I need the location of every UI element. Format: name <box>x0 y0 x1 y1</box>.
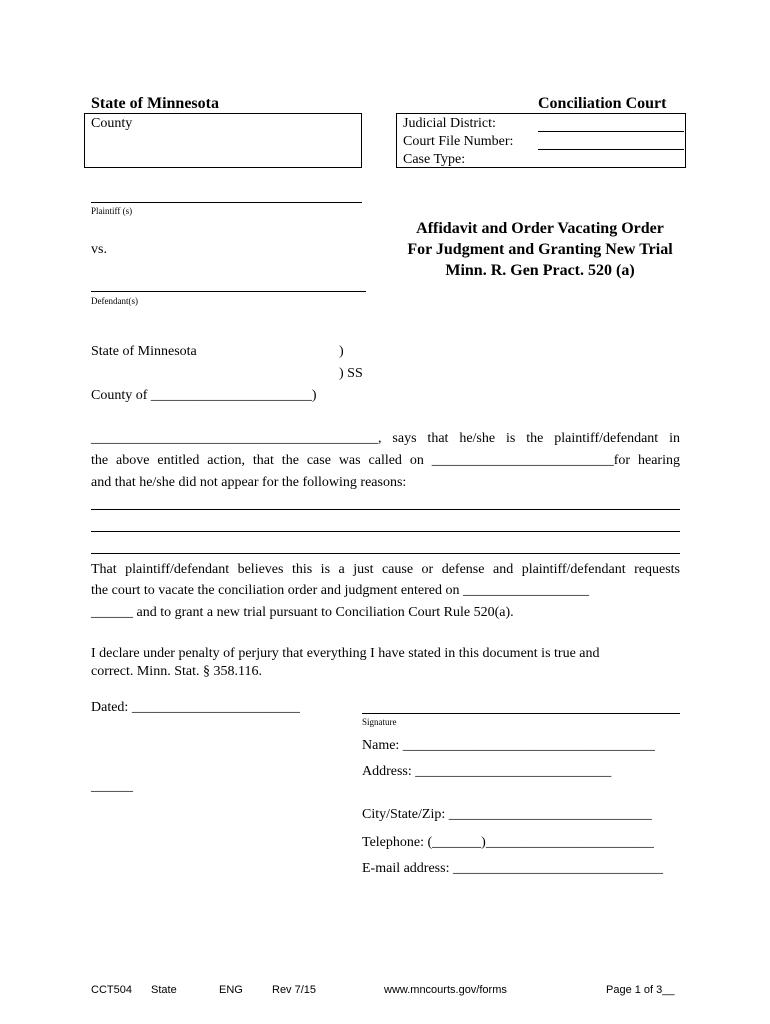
city-label: City/State/Zip: <box>362 807 446 822</box>
reason-line-1[interactable] <box>91 509 680 510</box>
defendant-label: Defendant(s) <box>91 296 138 306</box>
document-title-line3: Minn. R. Gen Pract. 520 (a) <box>445 262 635 279</box>
telephone-field[interactable]: (_______)________________________ <box>427 835 654 850</box>
telephone-row <box>362 835 654 851</box>
footer-page-number: Page 1 of 3__ <box>606 984 675 996</box>
just-cause-line2: the court to vacate the conciliation order and judgment entered on __________________ <box>91 583 590 598</box>
vs-label: vs. <box>91 242 107 257</box>
address-label: Address: <box>362 764 412 779</box>
venue-paren: ) <box>339 344 344 359</box>
plaintiff-field[interactable] <box>91 202 362 203</box>
county-box[interactable] <box>84 113 362 168</box>
footer-category: State <box>151 984 177 996</box>
judicial-district-field[interactable] <box>538 131 684 132</box>
venue-county-paren: ) <box>311 388 317 403</box>
footer-language: ENG <box>219 984 243 996</box>
state-heading: State of Minnesota <box>91 95 219 112</box>
reason-line-2[interactable] <box>91 531 680 532</box>
email-row <box>362 861 663 877</box>
dated-field[interactable]: ________________________ <box>131 700 300 715</box>
venue-county-field[interactable]: _______________________ <box>150 388 312 403</box>
court-file-number-field[interactable] <box>538 149 684 150</box>
footer-revision: Rev 7/15 <box>272 984 317 996</box>
just-cause-line3: ______ and to grant a new trial pursuant to Conciliation Court Rule 520(a). <box>91 605 514 620</box>
signature-field[interactable] <box>362 713 680 714</box>
telephone-label: Telephone: <box>362 835 424 850</box>
name-label: Name: <box>362 738 400 753</box>
venue-state-label: State of Minnesota <box>91 344 197 359</box>
defendant-field[interactable] <box>91 291 366 292</box>
footer-website[interactable]: www.mncourts.gov/forms <box>384 984 507 996</box>
venue-county-row <box>91 388 317 404</box>
city-row <box>362 807 652 823</box>
dated-row <box>91 700 300 716</box>
extra-blank-field[interactable]: ______ <box>91 779 133 794</box>
address-field[interactable]: ____________________________ <box>415 764 612 779</box>
perjury-line1: I declare under penalty of perjury that everything I have stated in this document is true and <box>91 646 600 661</box>
document-title-line2: For Judgment and Granting New Trial <box>407 241 673 258</box>
address-row <box>362 764 611 780</box>
just-cause-line1: That plaintiff/defendant believes this is a just cause or defense and plaintiff/defendant requests <box>91 562 680 577</box>
city-field[interactable]: _____________________________ <box>448 807 652 822</box>
name-row <box>362 738 655 754</box>
affiant-name-field[interactable]: _________________________________________ <box>91 431 378 446</box>
affiant-row <box>91 431 680 447</box>
case-called-line: the above entitled action, that the case was called on __________________________for hearing <box>91 453 680 468</box>
venue-county-label: County of <box>91 388 148 403</box>
email-field[interactable]: ______________________________ <box>452 861 663 876</box>
judicial-district-label: Judicial District: <box>403 116 496 131</box>
affiant-statement: , says that he/she is the plaintiff/defendant in <box>378 431 680 446</box>
footer-form-id: CCT504 <box>91 984 132 996</box>
signature-label: Signature <box>362 717 397 727</box>
perjury-line2: correct. Minn. Stat. § 358.116. <box>91 664 262 679</box>
document-title-line1: Affidavit and Order Vacating Order <box>416 220 664 237</box>
reason-line-3[interactable] <box>91 553 680 554</box>
case-info-box <box>396 113 686 168</box>
court-heading: Conciliation Court <box>538 95 667 112</box>
case-type-label: Case Type: <box>403 152 466 167</box>
dated-label: Dated: <box>91 700 129 715</box>
court-file-number-label: Court File Number: <box>403 134 514 149</box>
name-field[interactable]: ____________________________________ <box>402 738 655 753</box>
plaintiff-label: Plaintiff (s) <box>91 206 133 216</box>
email-label: E-mail address: <box>362 861 450 876</box>
venue-ss: ) SS <box>339 366 363 381</box>
county-label: County <box>91 116 133 131</box>
reasons-intro: and that he/she did not appear for the following reasons: <box>91 475 407 490</box>
